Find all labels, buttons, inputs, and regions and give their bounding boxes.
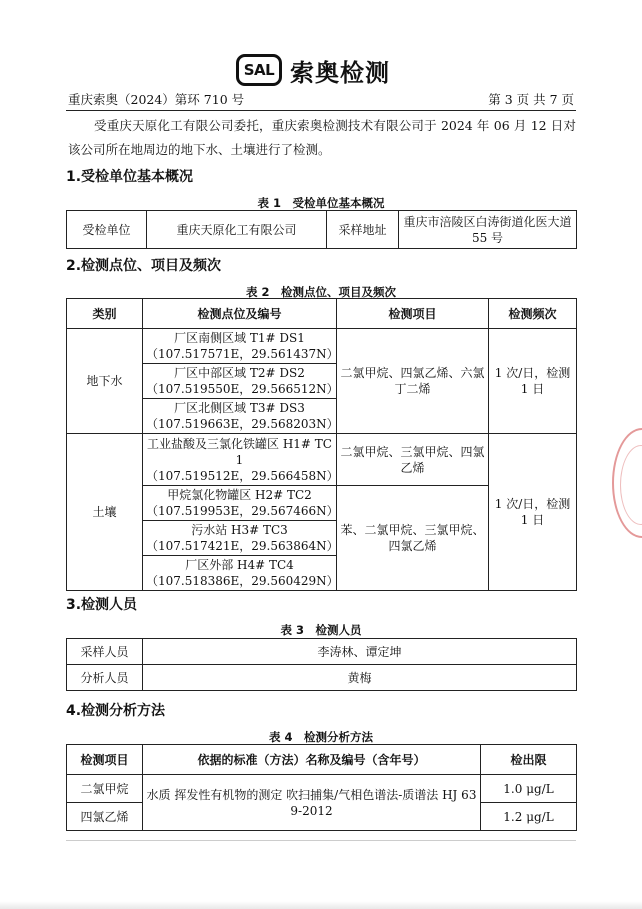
header-items: 检测项目 xyxy=(337,299,489,329)
soil-items-h1: 二氯甲烷、三氯甲烷、四氯乙烯 xyxy=(337,434,489,486)
table-row xyxy=(67,329,577,364)
point-name: 厂区中部区域 T2# DS2 xyxy=(174,366,305,380)
groundwater-frequency: 1 次/日，检测 1 日 xyxy=(489,329,577,434)
label-inspected-unit: 受检单位 xyxy=(67,211,147,249)
point-cell xyxy=(143,399,337,434)
header-frequency: 检测频次 xyxy=(489,299,577,329)
table-2-caption: 表 2 检测点位、项目及频次 xyxy=(245,285,396,299)
table-2-points-items xyxy=(66,298,577,591)
category-soil: 土壤 xyxy=(67,434,143,591)
section-3-title: 3.检测人员 xyxy=(66,597,138,613)
header-detection-limit: 检出限 xyxy=(481,745,577,775)
logo-name: 索奥检测 xyxy=(290,58,390,87)
table-3-caption: 表 3 检测人员 xyxy=(280,623,362,637)
point-name: 污水站 H3# TC3 xyxy=(191,523,288,537)
table-4-caption: 表 4 检测分析方法 xyxy=(268,730,373,744)
header-category: 类别 xyxy=(67,299,143,329)
point-cell xyxy=(143,329,337,364)
table-row xyxy=(67,775,577,803)
role-names: 李涛林、谭定坤 xyxy=(143,639,577,665)
table-1-caption: 表 1 受检单位基本概况 xyxy=(257,196,385,210)
footer-divider xyxy=(66,840,576,841)
method-item: 二氯甲烷 xyxy=(67,775,143,803)
point-cell xyxy=(143,556,337,591)
point-coords: （107.518386E，29.560429N） xyxy=(146,574,339,588)
role-label: 采样人员 xyxy=(67,639,143,665)
report-header xyxy=(68,90,574,108)
section-1-title: 1.受检单位基本概况 xyxy=(66,169,194,185)
value-inspected-unit: 重庆天原化工有限公司 xyxy=(147,211,327,249)
label-sampling-address: 采样地址 xyxy=(327,211,399,249)
method-limit: 1.0 μg/L xyxy=(481,775,577,803)
header-standard: 依据的标准（方法）名称及编号（含年号） xyxy=(143,745,481,775)
intro-paragraph: 受重庆天原化工有限公司委托，重庆索奥检测技术有限公司于 2024 年 06 月 12 日对该公司所在地周边的地下水、土壤进行了检测。 xyxy=(68,118,576,157)
point-coords: （107.519550E，29.566512N） xyxy=(146,382,339,396)
page-indicator: 第 3 页 共 7 页 xyxy=(488,92,574,107)
soil-items-h2-h4: 苯、二氯甲烷、三氯甲烷、四氯乙烯 xyxy=(337,486,489,591)
header-divider xyxy=(66,110,576,111)
table-3-personnel xyxy=(66,638,577,691)
point-cell xyxy=(143,434,337,486)
point-coords: （107.517421E，29.563864N） xyxy=(146,539,339,553)
soil-frequency: 1 次/日，检测 1 日 xyxy=(489,434,577,591)
table-4-methods xyxy=(66,744,577,831)
point-cell xyxy=(143,364,337,399)
method-standard: 水质 挥发性有机物的测定 吹扫捕集/气相色谱法-质谱法 HJ 639-2012 xyxy=(143,775,481,831)
report-number: 重庆索奥（2024）第环 710 号 xyxy=(68,92,245,107)
table-row xyxy=(67,639,577,665)
point-coords: （107.519512E，29.566458N） xyxy=(146,468,339,483)
point-name: 工业盐酸及三氯化铁罐区 H1# TC1 xyxy=(147,436,332,467)
point-cell xyxy=(143,486,337,521)
table-row xyxy=(67,434,577,486)
method-item: 四氯乙烯 xyxy=(67,803,143,831)
page-edge xyxy=(0,901,642,909)
point-name: 厂区南侧区域 T1# DS1 xyxy=(174,331,305,345)
point-name: 厂区外部 H4# TC4 xyxy=(185,558,294,572)
section-2-title: 2.检测点位、项目及频次 xyxy=(66,258,222,274)
table-1-unit-info xyxy=(66,210,577,249)
header-test-item: 检测项目 xyxy=(67,745,143,775)
groundwater-items: 二氯甲烷、四氯乙烯、六氯丁二烯 xyxy=(337,329,489,434)
logo-badge: SAL xyxy=(236,54,282,86)
company-logo xyxy=(236,52,390,88)
point-name: 厂区北侧区域 T3# DS3 xyxy=(174,401,305,415)
category-groundwater: 地下水 xyxy=(67,329,143,434)
role-label: 分析人员 xyxy=(67,665,143,691)
header-points: 检测点位及编号 xyxy=(143,299,337,329)
table-row xyxy=(67,665,577,691)
point-cell xyxy=(143,521,337,556)
point-name: 甲烷氯化物罐区 H2# TC2 xyxy=(167,488,312,502)
method-limit: 1.2 μg/L xyxy=(481,803,577,831)
point-coords: （107.519663E，29.568203N） xyxy=(146,417,339,431)
section-4-title: 4.检测分析方法 xyxy=(66,703,166,719)
role-names: 黄梅 xyxy=(143,665,577,691)
value-sampling-address: 重庆市涪陵区白涛街道化医大道 55 号 xyxy=(399,211,577,249)
point-coords: （107.517571E，29.561437N） xyxy=(146,347,339,361)
point-coords: （107.519953E，29.567466N） xyxy=(146,504,339,518)
